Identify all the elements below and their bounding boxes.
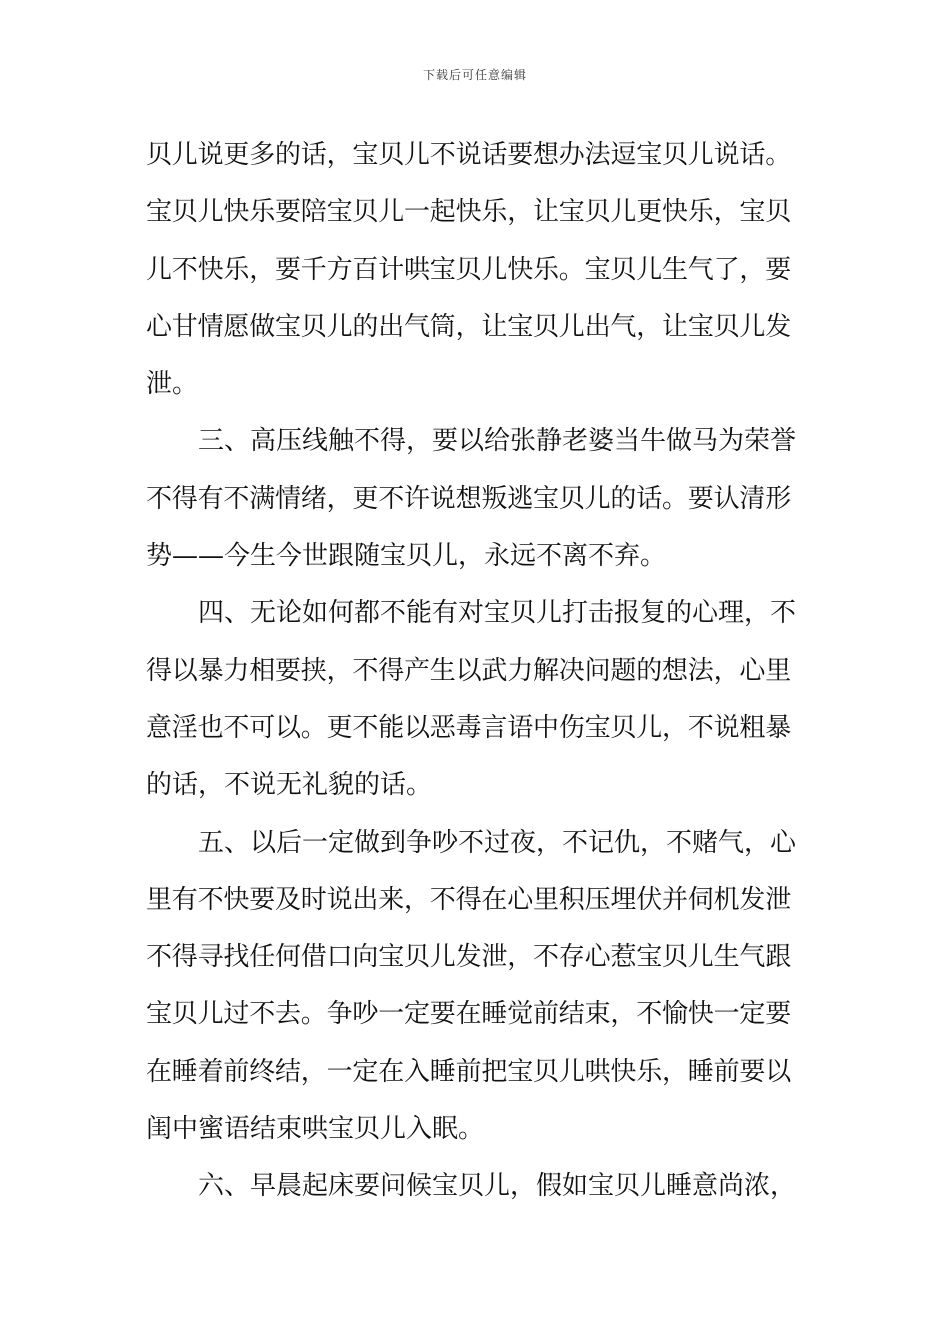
text-line: 宝贝儿快乐要陪宝贝儿一起快乐，让宝贝儿更快乐，宝贝 (146, 197, 792, 228)
text-line: 势——今生今世跟随宝贝儿，永远不离不弃。 (146, 541, 667, 572)
text-line: 意淫也不可以。更不能以恶毒言语中伤宝贝儿，不说粗暴 (146, 712, 792, 743)
text-line: 四、无论如何都不能有对宝贝儿打击报复的心理，不 (198, 598, 797, 629)
text-line: 不得寻找任何借口向宝贝儿发泄，不存心惹宝贝儿生气跟 (146, 942, 792, 973)
text-line: 儿不快乐，要千方百计哄宝贝儿快乐。宝贝儿生气了，要 (146, 254, 792, 285)
text-line: 六、早晨起床要问候宝贝儿，假如宝贝儿睡意尚浓， (198, 1171, 797, 1202)
body-text (146, 127, 808, 1216)
text-line: 三、高压线触不得，要以给张静老婆当牛做马为荣誉 (198, 426, 797, 457)
text-line: 五、以后一定做到争吵不过夜，不记仇，不赌气，心 (198, 827, 797, 858)
text-line: 宝贝儿过不去。争吵一定要在睡觉前结束，不愉快一定要 (146, 999, 792, 1030)
text-line: 在睡着前终结，一定在入睡前把宝贝儿哄快乐，睡前要以 (146, 1056, 792, 1087)
text-line: 闺中蜜语结束哄宝贝儿入眠。 (146, 1114, 485, 1145)
text-line: 贝儿说更多的话，宝贝儿不说话要想办法逗宝贝儿说话。 (146, 140, 792, 170)
text-line: 得以暴力相要挟，不得产生以武力解决问题的想法，心里 (146, 655, 792, 686)
text-line: 的话，不说无礼貌的话。 (146, 770, 433, 801)
text-line: 心甘情愿做宝贝儿的出气筒，让宝贝儿出气，让宝贝儿发 (146, 311, 792, 342)
page-header: 下载后可任意编辑 (422, 68, 527, 82)
text-line: 里有不快要及时说出来，不得在心里积压埋伏并伺机发泄 (146, 884, 792, 915)
text-line: 泄。 (146, 369, 199, 400)
text-line: 不得有不满情绪，更不许说想叛逃宝贝儿的话。要认清形 (146, 483, 792, 514)
